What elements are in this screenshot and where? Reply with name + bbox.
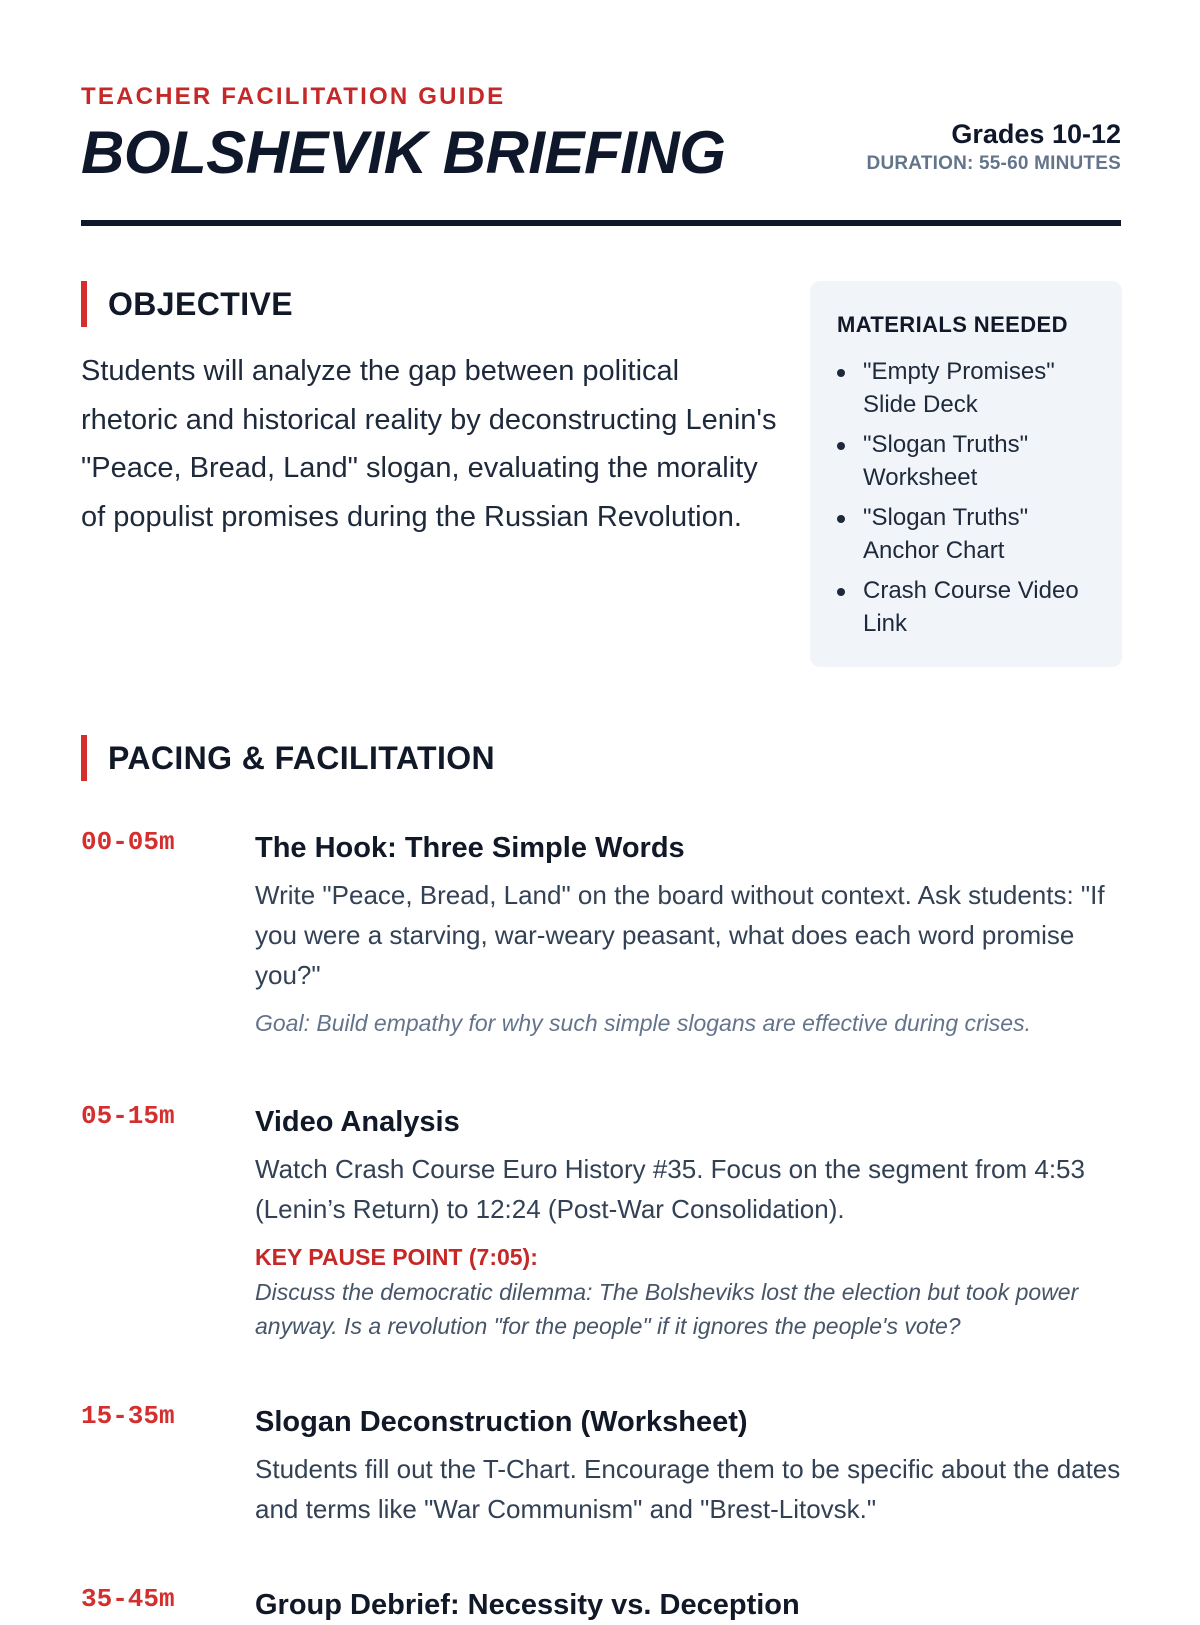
- step-body: [255, 1583, 1121, 1625]
- materials-item-label: Crash Course Video Link: [863, 577, 1079, 637]
- step-body: [255, 1100, 1121, 1343]
- step-time: 15-35m: [81, 1401, 175, 1431]
- materials-item: [863, 574, 1102, 640]
- step-title: The Hook: Three Simple Words: [255, 832, 685, 864]
- materials-item: [863, 428, 1102, 494]
- step-time: 00-05m: [81, 827, 175, 857]
- step-body: [255, 1400, 1121, 1529]
- materials-item: [863, 501, 1102, 567]
- lesson-duration: DURATION: 55-60 MINUTES: [866, 153, 1121, 174]
- materials-list: [837, 355, 1102, 640]
- step-description: Write "Peace, Bread, Land" on the board without context. Ask students: "If you were a starving, war-weary peasant, what does each word promise you?": [255, 880, 1105, 990]
- step-title: Group Debrief: Necessity vs. Deception: [255, 1589, 800, 1621]
- guide-header: [81, 0, 1121, 226]
- key-pause-text: Discuss the democratic dilemma: The Bolsheviks lost the election but took power anyway. Is a revolution "for the people" if it ignores the people's vote?: [255, 1279, 1079, 1339]
- step-title: Slogan Deconstruction (Worksheet): [255, 1406, 748, 1438]
- bullet-dot-icon: [837, 369, 845, 377]
- step-body: [255, 826, 1121, 1039]
- step-description: Watch Crash Course Euro History #35. Focus on the segment from 4:53 (Lenin’s Return) to 12:24 (Post-War Consolidation).: [255, 1154, 1085, 1224]
- objective-heading: OBJECTIVE: [81, 281, 293, 327]
- pacing-heading: PACING & FACILITATION: [81, 735, 495, 781]
- step-title: Video Analysis: [255, 1106, 460, 1138]
- step-description: Students fill out the T-Chart. Encourage them to be specific about the dates and terms like "War Communism" and "Brest-Litovsk.": [255, 1454, 1121, 1524]
- guide-eyebrow: TEACHER FACILITATION GUIDE: [81, 83, 506, 110]
- step-goal: Goal: Build empathy for why such simple slogans are effective during crises.: [255, 1010, 1031, 1036]
- bullet-dot-icon: [837, 515, 845, 523]
- objective-text: Students will analyze the gap between political rhetoric and historical reality by deconstructing Lenin's "Peace, Bread, Land" slogan, evaluating the morality of populist promises during the Russian Revolution.: [81, 355, 777, 533]
- lesson-meta: [867, 117, 1121, 177]
- materials-item: [863, 355, 1102, 421]
- page-title: BOLSHEVIK BRIEFING: [81, 119, 726, 186]
- materials-item-label: "Empty Promises" Slide Deck: [863, 358, 1055, 418]
- bullet-dot-icon: [837, 442, 845, 450]
- step-time: 35-45m: [81, 1584, 175, 1614]
- key-pause-label: KEY PAUSE POINT (7:05):: [255, 1244, 538, 1270]
- facilitation-guide-page: [81, 0, 1121, 1621]
- materials-item-label: "Slogan Truths" Anchor Chart: [863, 504, 1029, 564]
- materials-panel: [810, 281, 1122, 667]
- grade-level: Grades 10-12: [951, 119, 1121, 149]
- materials-title: MATERIALS NEEDED: [837, 312, 1068, 337]
- materials-item-label: "Slogan Truths" Worksheet: [863, 431, 1029, 491]
- step-time: 05-15m: [81, 1101, 175, 1131]
- bullet-dot-icon: [837, 588, 845, 596]
